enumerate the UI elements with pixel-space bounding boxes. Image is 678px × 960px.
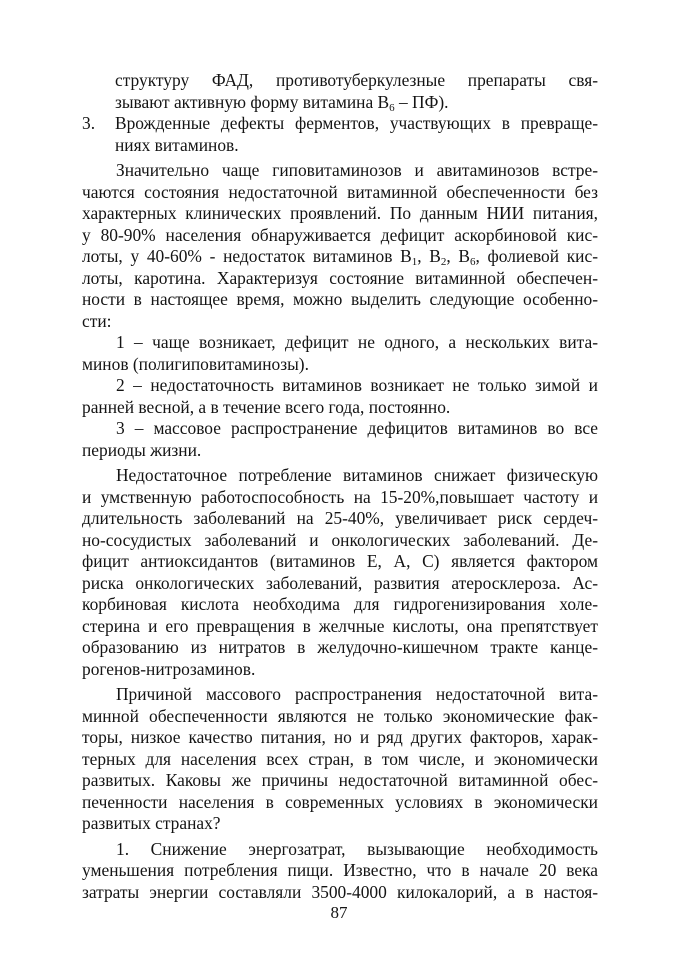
- text-run: риска онкологических заболеваний, развития атеросклероза. Ас-: [82, 572, 598, 593]
- page-number: 87: [330, 903, 348, 922]
- text-run: Недостаточное потребление витаминов снижает физическую: [116, 465, 598, 485]
- text-run: периоды жизни.: [82, 439, 202, 460]
- text-line: [82, 839, 598, 861]
- text-line: [82, 508, 598, 530]
- text-run: у 80-90% населения обнаруживается дефицит аскорбиновой кис-: [82, 224, 598, 245]
- text-run: Значительно чаще гиповитаминозов и авитаминозов встре-: [116, 160, 598, 180]
- text-run: зывают активную форму витамина B: [115, 91, 390, 112]
- text-run: минной обеспеченности являются не только экономические фак-: [82, 705, 598, 726]
- text-run: терных для населения всех стран, в том числе, и экономически: [82, 748, 598, 769]
- text-line: [82, 203, 598, 225]
- subscript: 1: [411, 256, 418, 268]
- text-line: [82, 225, 598, 247]
- text-line: [82, 92, 598, 114]
- text-line: [82, 113, 598, 135]
- text-line: [82, 397, 598, 419]
- text-line: [82, 770, 598, 792]
- text-run: фицит антиоксидантов (витаминов Е, А, С) является фактором: [82, 551, 598, 571]
- text-line: [82, 882, 598, 904]
- text-line: [82, 375, 598, 397]
- text-run: 1 – чаще возникает, дефицит не одного, а нескольких вита-: [116, 332, 598, 352]
- text-line: [82, 684, 598, 706]
- text-line: [82, 289, 598, 311]
- text-line: [82, 749, 598, 771]
- text-line: [82, 637, 598, 659]
- text-run: лоты, каротина. Характеризуя состояние витаминной обеспечен-: [82, 267, 598, 288]
- text-run: лоты, у 40-60% - недостаток витаминов B: [82, 246, 412, 266]
- text-line: [82, 860, 598, 882]
- text-line: [82, 487, 598, 509]
- text-run: печенности населения в современных условиях в экономически: [82, 791, 598, 812]
- body-text: [82, 70, 598, 903]
- text-run: 3 – массовое распространение дефицитов витаминов во все: [116, 418, 598, 438]
- text-run: развитых. Каковы же причины недостаточной витаминной обес-: [82, 770, 598, 790]
- list-number: 3.: [82, 113, 96, 133]
- text-run: развитых странах?: [82, 813, 221, 833]
- text-run: ранней весной, а в течение всего года, постоянно.: [82, 396, 451, 417]
- text-run: характерных клинических проявлений. По данным НИИ питания,: [82, 203, 598, 223]
- text-line: [82, 135, 598, 157]
- text-run: структуру ФАД, противотуберкулезные препараты свя-: [115, 70, 598, 90]
- text-run: – ПФ).: [394, 91, 449, 112]
- text-run: Врожденные дефекты ферментов, участвующих в превраще-: [115, 113, 598, 133]
- text-line: [82, 573, 598, 595]
- text-line: [82, 354, 598, 376]
- text-run: но-сосудистых заболеваний и онкологических заболеваний. Де-: [82, 529, 598, 550]
- text-run: минов (полигиповитаминозы).: [82, 353, 309, 374]
- text-line: [82, 70, 598, 92]
- text-line: [82, 246, 598, 268]
- text-line: [82, 792, 598, 814]
- text-run: образованию из нитратов в желудочно-кишечном тракте канце-: [82, 637, 598, 657]
- text-line: [82, 160, 598, 182]
- text-run: корбиновая кислота необходима для гидрогенизирования холе-: [82, 594, 598, 614]
- text-line: [82, 659, 598, 681]
- text-run: 2 – недостаточность витаминов возникает не только зимой и: [116, 375, 598, 395]
- subscript: 6: [469, 256, 476, 268]
- text-line: [82, 332, 598, 354]
- text-run: , фолиевой кис-: [475, 246, 599, 266]
- text-line: [82, 594, 598, 616]
- text-run: сти:: [82, 310, 112, 331]
- text-line: [82, 440, 598, 462]
- text-run: чаются состояния недостаточной витаминной обеспеченности без: [82, 181, 598, 202]
- text-line: [82, 530, 598, 552]
- text-run: торы, низкое качество питания, но и ряд других факторов, харак-: [82, 727, 598, 747]
- text-run: и умственную работоспособность на 15-20%,повышает частоту и: [82, 486, 598, 507]
- text-run: длительность заболеваний на 25-40%, увеличивает риск сердеч-: [82, 508, 598, 528]
- text-line: [82, 465, 598, 487]
- text-line: [82, 706, 598, 728]
- subscript: 2: [440, 256, 447, 268]
- text-line: [82, 182, 598, 204]
- text-run: затраты энергии составляли 3500-4000 килокалорий, а в настоя-: [82, 881, 598, 902]
- text-line: [82, 813, 598, 835]
- text-run: , B: [417, 246, 441, 266]
- text-run: уменьшения потребления пищи. Известно, что в начале 20 века: [82, 860, 598, 880]
- text-run: ности в настоящее время, можно выделить следующие особенно-: [82, 289, 598, 309]
- text-run: стерина и его превращения в желчные кислоты, она препятствует: [82, 615, 598, 636]
- text-line: [82, 616, 598, 638]
- text-line: [82, 551, 598, 573]
- text-line: [82, 727, 598, 749]
- text-run: 1. Снижение энергозатрат, вызывающие необходимость: [116, 838, 598, 859]
- text-line: [82, 311, 598, 333]
- text-run: рогенов-нитрозаминов.: [82, 658, 256, 679]
- text-line: [82, 418, 598, 440]
- subscript: 6: [389, 101, 395, 114]
- text-run: ниях витаминов.: [115, 134, 239, 155]
- text-run: , B: [446, 246, 470, 266]
- text-line: [82, 268, 598, 290]
- text-run: Причиной массового распространения недостаточной вита-: [116, 684, 598, 704]
